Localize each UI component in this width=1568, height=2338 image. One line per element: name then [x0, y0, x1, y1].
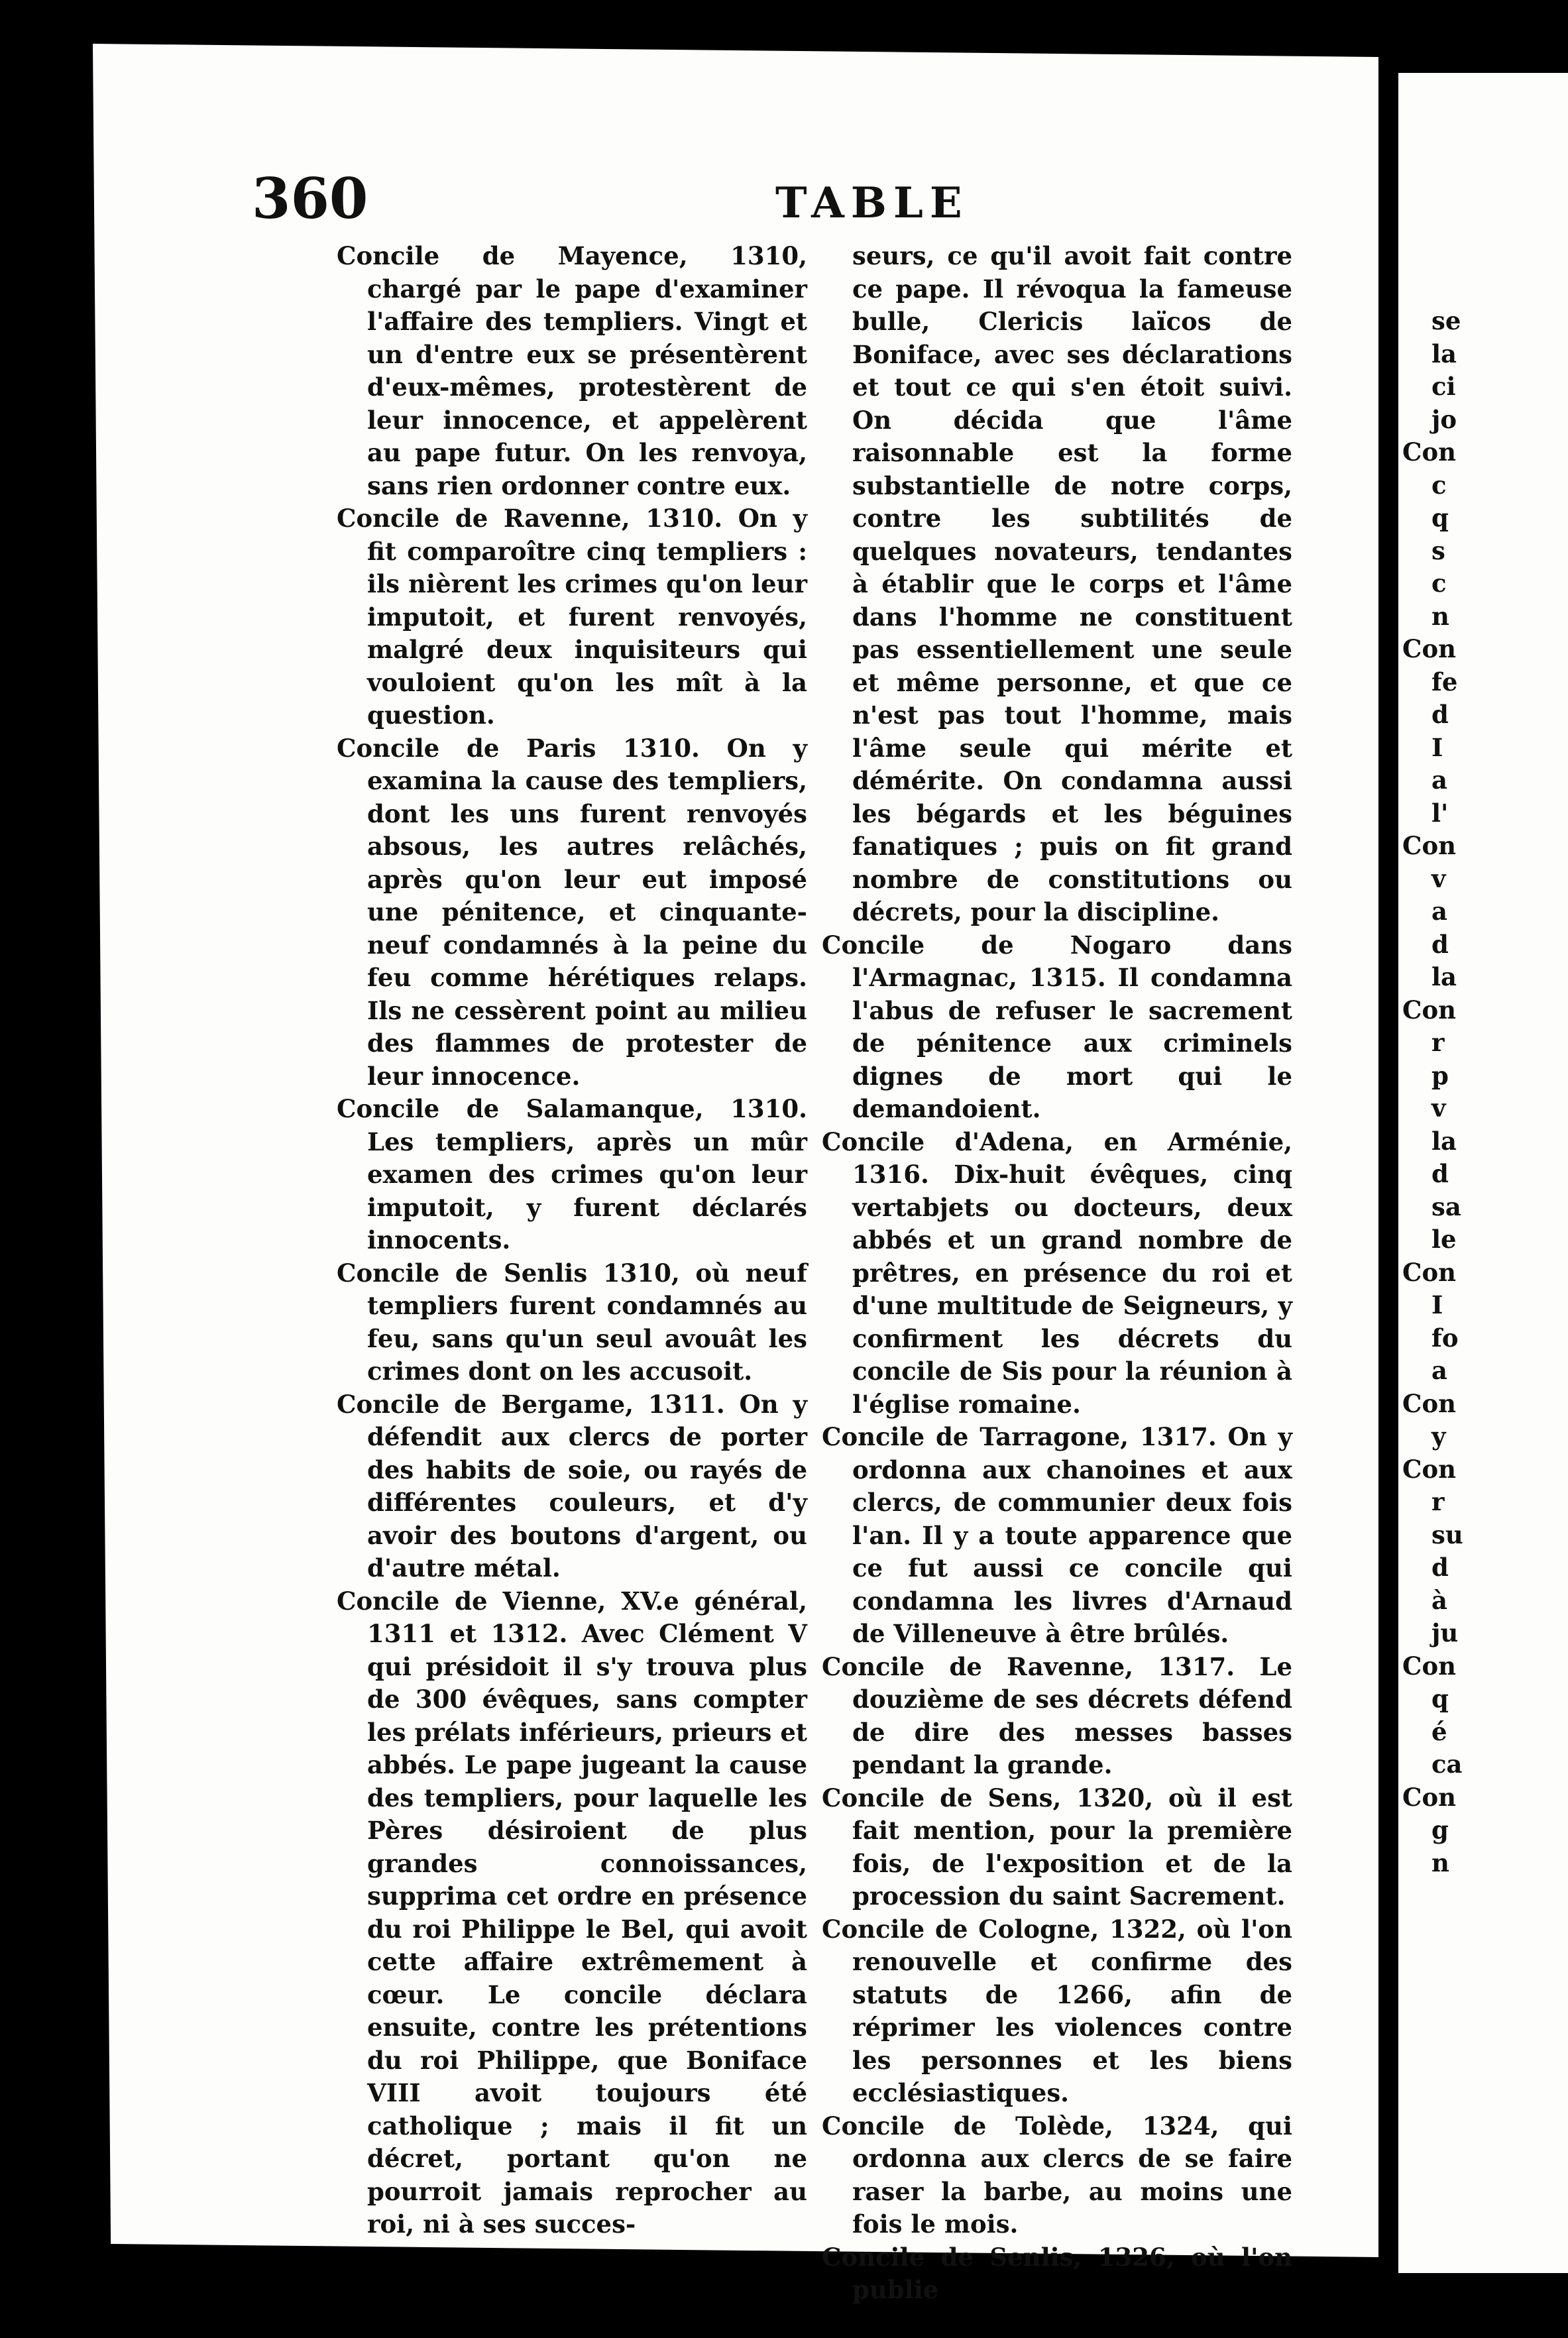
facing-page-fragment: c [1431, 470, 1447, 500]
facing-page-fragment: v [1431, 1093, 1446, 1123]
facing-page-fragment: d [1431, 929, 1449, 959]
facing-page-fragment: su [1431, 1520, 1463, 1549]
facing-page-fragment: Con [1402, 1388, 1457, 1418]
running-title: TABLE [775, 178, 969, 228]
facing-page-fragment: Con [1402, 1257, 1457, 1287]
facing-page-fragment: sa [1431, 1192, 1461, 1221]
index-entry: Concile de Ravenne, 1317. Le douzième de ses décrets défend de dire des messes basses pendant la grande. [822, 1651, 1292, 1779]
facing-page-fragment: n [1431, 601, 1449, 631]
index-entry: Concile de Sens, 1320, où il est fait mention, pour la première fois, de l'exposition et de la procession du saint Sacrement. [822, 1783, 1292, 1911]
facing-page-fragment: ca [1431, 1750, 1463, 1779]
facing-page-fragment: n [1431, 1848, 1449, 1877]
facing-page-fragment: v [1431, 863, 1446, 893]
facing-page-fragment: q [1431, 1684, 1449, 1713]
index-entry: Concile de Ravenne, 1310. On y fit comparoître cinq templiers : ils nièrent les crimes qu'on leur imputoit, et furent renvoyés, malgré deux inquisiteurs qui vouloient qu'on les mît à la question. [337, 504, 807, 730]
index-entry: Concile de Cologne, 1322, où l'on renouvelle et confirme des statuts de 1266, afin de réprimer les violences contre les personnes et les biens ecclésiastiques. [822, 1914, 1292, 2107]
facing-page-fragment: a [1431, 1356, 1447, 1385]
facing-page-fragment: le [1431, 1225, 1457, 1254]
facing-page-fragment: Con [1402, 437, 1457, 467]
index-entry: Concile de Senlis, 1326, où l'on publie [822, 2242, 1292, 2304]
facing-page-fragment: d [1431, 1553, 1449, 1582]
facing-page-fragment: Con [1402, 634, 1457, 663]
facing-page-fragment: jo [1431, 404, 1457, 434]
page-number: 360 [252, 166, 368, 231]
facing-page-fragment: y [1431, 1421, 1446, 1451]
facing-page-fragment: a [1431, 897, 1447, 926]
facing-page-fragment: Con [1402, 1651, 1457, 1681]
facing-page-fragment: I [1431, 732, 1443, 762]
index-entry: Concile de Bergame, 1311. On y défendit aux clercs de porter des habits de soie, ou rayés de différentes couleurs, et d'y avoir des boutons d'argent, ou d'autre métal. [337, 1389, 807, 1583]
facing-page-fragment: Con [1402, 1782, 1457, 1812]
facing-page-fragment: a [1431, 765, 1447, 795]
facing-page-fragment: Con [1402, 831, 1457, 860]
right-column [822, 240, 1292, 2307]
facing-page-fragment: fo [1431, 1323, 1459, 1353]
facing-page-fragment: fe [1431, 667, 1458, 696]
facing-page-fragment: ju [1431, 1618, 1459, 1647]
facing-page-fragment: é [1431, 1716, 1447, 1746]
facing-page-fragments [1402, 305, 1463, 1879]
facing-page-fragment: l' [1431, 798, 1449, 828]
index-entry: Concile de Tolède, 1324, qui ordonna aux clercs de se faire raser la barbe, au moins une fois le mois. [822, 2111, 1292, 2239]
facing-page-fragment: I [1431, 1290, 1443, 1319]
facing-page-fragment: s [1431, 535, 1445, 565]
facing-page-fragment: la [1431, 339, 1457, 368]
index-entry: Concile de Vienne, XV.e général, 1311 et 1312. Avec Clément V qui présidoit il s'y trouva plus de 300 évêques, sans compter les prélats inférieurs, prieurs et abbés. Le pape jugeant la cause des templiers, pour laquelle les Pères désiroient de plus grandes connoissances, supprima cet ordre en présence du roi Philippe le Bel, qui avoit cette affaire extrêmement à cœur. Le concile déclara ensuite, contre les prétentions du roi Philippe, que Boniface VIII avoit toujours été catholique ; mais il fit un décret, portant qu'on ne pourroit jamais reprocher au roi, ni à ses succes- [337, 1586, 807, 2239]
facing-page-edge [1398, 73, 1568, 2273]
facing-page-fragment: g [1431, 1815, 1449, 1844]
facing-page-fragment: la [1431, 1126, 1457, 1156]
facing-page-fragment: d [1431, 1159, 1449, 1188]
page-header [252, 166, 1312, 232]
facing-page-fragment: r [1431, 1028, 1445, 1057]
facing-page-fragment: r [1431, 1487, 1445, 1516]
facing-page-fragment: ci [1431, 372, 1456, 401]
left-column [337, 240, 807, 2241]
facing-page-fragment: se [1431, 306, 1461, 335]
index-entry: Concile de Paris 1310. On y examina la cause des templiers, dont les uns furent renvoyés absous, les autres relâchés, après qu'on leur eut imposé une pénitence, et cinquante-neuf condamnés à la peine du feu comme hérétiques relaps. Ils ne cessèrent point au milieu des flammes de protester de leur innocence. [337, 733, 807, 1091]
facing-page-fragment: Con [1402, 995, 1457, 1025]
index-entry: Concile d'Adena, en Arménie, 1316. Dix-huit évêques, cinq vertabjets ou docteurs, deux abbés et un grand nombre de prêtres, en présence du roi et d'une multitude de Seigneurs, y confirment les décrets du concile de Sis pour la réunion à l'église romaine. [822, 1127, 1292, 1419]
index-entry: Concile de Senlis 1310, où neuf templiers furent condamnés au feu, sans qu'un seul avouât les crimes dont on les accusoit. [337, 1258, 807, 1386]
index-entry: seurs, ce qu'il avoit fait contre ce pape. Il révoqua la fameuse bulle, Clericis laïcos de Boniface, avec ses déclarations et tout ce qui s'en étoit suivi. On décida que l'âme raisonnable est la forme substantielle de notre corps, contre les subtilités de quelques novateurs, tendantes à établir que le corps et l'âme dans l'homme ne constituent pas essentiellement une seule et même personne, et que ce n'est pas tout l'homme, mais l'âme seule qui mérite et démérite. On condamna aussi les bégards et les béguines fanatiques ; puis on fit grand nombre de constitutions ou décrets, pour la discipline. [852, 241, 1292, 926]
facing-page-fragment: à [1431, 1585, 1447, 1615]
index-entry: Concile de Salamanque, 1310. Les templiers, après un mûr examen des crimes qu'on leur imputoit, y furent déclarés innocents. [337, 1094, 807, 1254]
facing-page-fragment: p [1431, 1060, 1449, 1090]
facing-page-fragment: Con [1402, 1454, 1457, 1484]
facing-page-fragment: la [1431, 962, 1457, 991]
index-entry: Concile de Mayence, 1310, chargé par le pape d'examiner l'affaire des templiers. Vingt et un d'entre eux se présentèrent d'eux-mêmes, protestèrent de leur innocence, et appelèrent au pape futur. On les renvoya, sans rien ordonner contre eux. [337, 241, 807, 500]
index-entry: Concile de Tarragone, 1317. On y ordonna aux chanoines et aux clercs, de communier deux fois l'an. Il y a toute apparence que ce fut aussi ce concile qui condamna les livres d'Arnaud de Villeneuve à être brûlés. [822, 1422, 1292, 1648]
facing-page-fragment: d [1431, 700, 1449, 729]
index-entry: Concile de Nogaro dans l'Armagnac, 1315. Il condamna l'abus de refuser le sacrement de pénitence aux criminels dignes de mort qui le demandoient. [822, 930, 1292, 1123]
facing-page-fragment: c [1431, 569, 1447, 598]
facing-page-fragment: q [1431, 503, 1449, 532]
